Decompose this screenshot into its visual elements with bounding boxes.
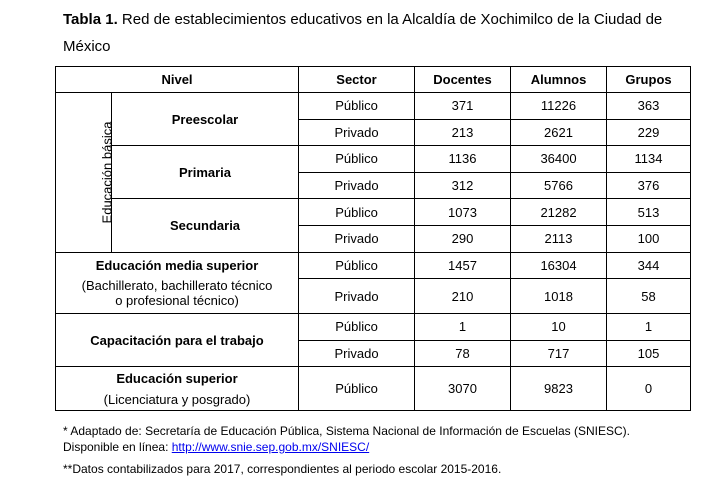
cell-grupos: 344 — [607, 252, 691, 279]
cell-grupos: 100 — [607, 225, 691, 252]
cell-docentes: 290 — [415, 225, 511, 252]
footnote-source-text: * Adaptado de: Secretaría de Educación Pública, Sistema Nacional de Información de Escuelas (SNIESC). Disponible en línea: — [63, 424, 630, 454]
cell-alumnos: 36400 — [511, 146, 607, 173]
cell-sector: Público — [299, 252, 415, 279]
header-alumnos: Alumnos — [511, 67, 607, 93]
level-media-superior — [56, 252, 299, 314]
cell-grupos: 513 — [607, 199, 691, 226]
cell-grupos: 1 — [607, 314, 691, 341]
group-basica — [56, 93, 115, 253]
cell-grupos: 58 — [607, 279, 691, 314]
cell-sector: Público — [299, 314, 415, 341]
table-caption — [63, 6, 663, 60]
cell-docentes: 371 — [415, 93, 511, 120]
cell-sector: Público — [299, 367, 415, 411]
cell-grupos: 363 — [607, 93, 691, 120]
cell-sector: Público — [299, 199, 415, 226]
level-media-superior-title: Educación media superior — [95, 257, 259, 273]
cell-alumnos: 2113 — [511, 225, 607, 252]
header-nivel: Nivel — [56, 67, 299, 93]
cell-alumnos: 11226 — [511, 93, 607, 120]
cell-alumnos: 717 — [511, 340, 607, 367]
level-superior-title: Educación superior — [116, 370, 238, 386]
cell-docentes: 1 — [415, 314, 511, 341]
cell-alumnos: 1018 — [511, 279, 607, 314]
level-media-superior-sub: (Bachillerato, bachillerato técnico o profesional técnico) — [81, 277, 273, 308]
cell-grupos: 0 — [607, 367, 691, 411]
level-capacitacion: Capacitación para el trabajo — [56, 314, 299, 367]
footnote-data: **Datos contabilizados para 2017, correspondientes al periodo escolar 2015-2016. — [63, 462, 502, 476]
cell-docentes: 78 — [415, 340, 511, 367]
cell-alumnos: 5766 — [511, 172, 607, 199]
table-header-row — [56, 67, 691, 93]
source-link[interactable]: http://www.snie.sep.gob.mx/SNIESC/ — [171, 440, 370, 454]
cell-sector: Público — [299, 93, 415, 120]
cell-docentes: 1073 — [415, 199, 511, 226]
cell-docentes: 1457 — [415, 252, 511, 279]
table-row — [56, 93, 691, 120]
table-row — [56, 314, 691, 341]
cell-alumnos: 2621 — [511, 119, 607, 146]
cell-docentes: 1136 — [415, 146, 511, 173]
cell-grupos: 1134 — [607, 146, 691, 173]
level-preescolar: Preescolar — [112, 93, 299, 146]
cell-sector: Público — [299, 146, 415, 173]
level-secundaria: Secundaria — [112, 199, 299, 252]
cell-sector: Privado — [299, 119, 415, 146]
caption-text: Red de establecimientos educativos en la Alcaldía de Xochimilco de la Ciudad de México — [63, 11, 663, 55]
group-basica-label: Educación básica — [99, 121, 115, 224]
cell-alumnos: 16304 — [511, 252, 607, 279]
table-row — [56, 252, 691, 279]
table-row — [56, 199, 691, 226]
cell-grupos: 376 — [607, 172, 691, 199]
cell-sector: Privado — [299, 172, 415, 199]
cell-sector: Privado — [299, 340, 415, 367]
table-row — [56, 146, 691, 173]
header-sector: Sector — [299, 67, 415, 93]
cell-docentes: 210 — [415, 279, 511, 314]
cell-docentes: 213 — [415, 119, 511, 146]
header-docentes: Docentes — [415, 67, 511, 93]
level-superior-sub: (Licenciatura y posgrado) — [103, 391, 251, 407]
cell-sector: Privado — [299, 225, 415, 252]
caption-label: Tabla 1. — [63, 11, 118, 28]
table-row — [56, 367, 691, 411]
cell-alumnos: 9823 — [511, 367, 607, 411]
cell-alumnos: 21282 — [511, 199, 607, 226]
level-superior — [56, 367, 299, 411]
cell-alumnos: 10 — [511, 314, 607, 341]
cell-grupos: 229 — [607, 119, 691, 146]
header-grupos: Grupos — [607, 67, 691, 93]
cell-docentes: 3070 — [415, 367, 511, 411]
level-primaria: Primaria — [112, 146, 299, 199]
cell-sector: Privado — [299, 279, 415, 314]
education-table — [55, 66, 691, 411]
cell-docentes: 312 — [415, 172, 511, 199]
cell-grupos: 105 — [607, 340, 691, 367]
footnote-source — [63, 423, 663, 455]
